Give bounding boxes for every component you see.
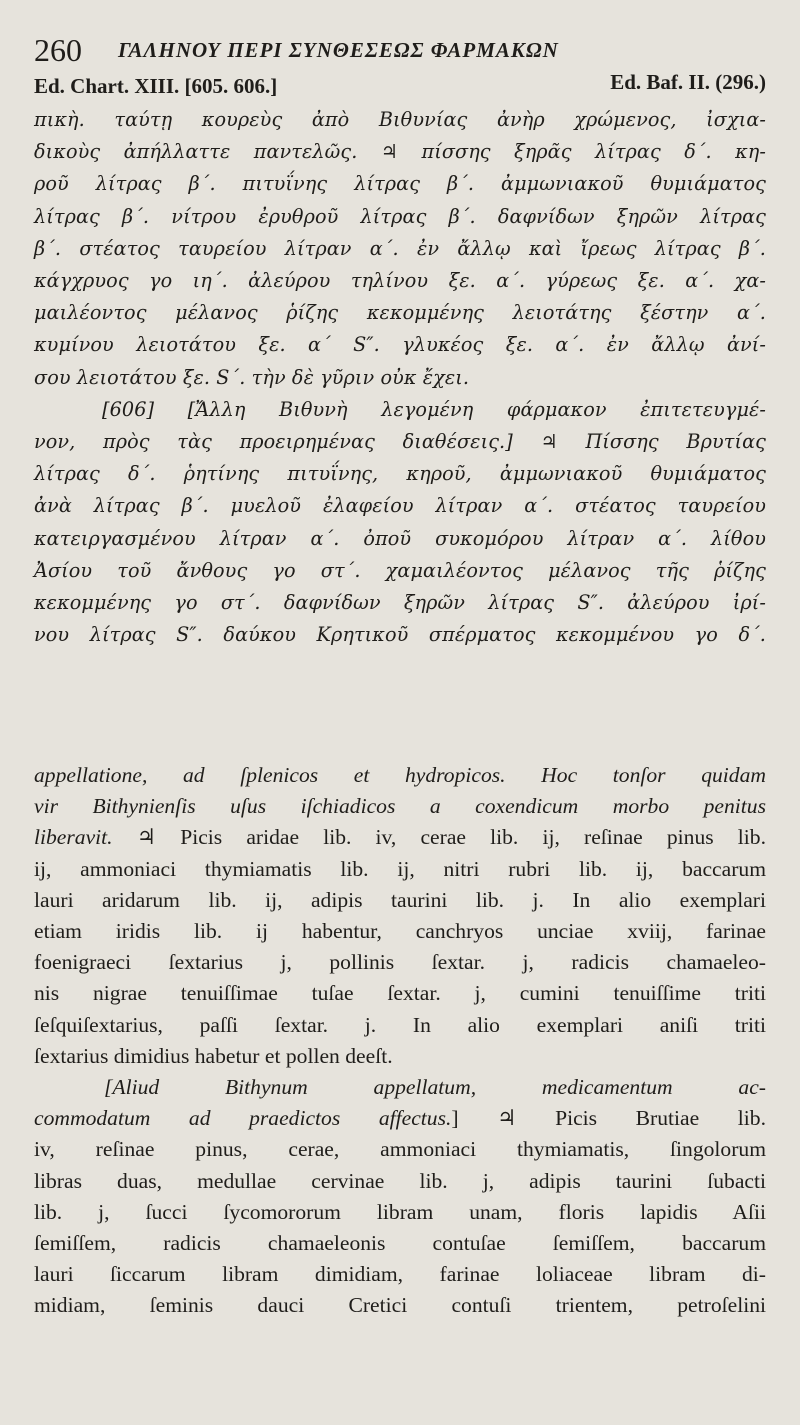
latin-line: ſextarius dimidius habetur et pollen deeſt. (34, 1043, 393, 1068)
latin-line: iv, reſinae pinus, cerae, ammoniaci thymiamatis, ſingolorum (34, 1137, 766, 1162)
latin-line: liberavit. ♃ Picis aridae lib. iv, cerae lib. ij, reſinae pinus lib. (34, 825, 766, 850)
greek-line: Ἀσίου τοῦ ἄνθους γο στ΄. χαμαιλέοντος μέλανος τῆς ῥίζης (34, 558, 766, 582)
latin-line: libras duas, medullae cervinae lib. j, adipis taurini ſubacti (34, 1168, 766, 1193)
running-title: ΓΑΛΗΝΟΥ ΠΕΡΙ ΣΥΝΘΕΣΕΩΣ ΦΑΡΜΑΚΩΝ (118, 38, 559, 62)
greek-line: [606] [Ἄλλη Βιθυνὴ λεγομένη φάρμακον ἐπιτετευγμέ- (102, 397, 766, 421)
greek-line: κατειργασμένου λίτραν α΄. ὀποῦ συκομόρου λίτραν α΄. λίθου (34, 526, 766, 550)
latin-line: vir Bithynienſis uſus iſchiadicos a coxendicum morbo penitus (34, 794, 766, 819)
greek-line: ἀνὰ λίτρας β΄. μυελοῦ ἐλαφείου λίτραν α΄. στέατος ταυρείου (34, 494, 766, 518)
latin-line: nis nigrae tenuiſſimae tuſae ſextar. j, cumini tenuiſſime triti (34, 981, 766, 1006)
latin-line: lauri ſiccarum libram dimidiam, farinae loliaceae libram di- (34, 1262, 766, 1287)
greek-line: κυμίνου λειοτάτου ξε. α΄ S″. γλυκέος ξε. α΄. ἐν ἄλλῳ ἀνί- (34, 333, 766, 357)
latin-line: commodatum ad praedictos affectus.] ♃ Picis Brutiae lib. (34, 1106, 766, 1131)
greek-line: μαιλέοντος μέλανος ῥίζης κεκομμένης λειοτάτης ξέστην α΄. (34, 301, 766, 325)
latin-line: lib. j, ſucci ſycomororum libram unam, floris lapidis Aſii (34, 1199, 766, 1224)
latin-italic-phrase: commodatum ad praedictos affectus. (34, 1106, 452, 1131)
latin-line: midiam, ſeminis dauci Cretici contuſi trientem, petroſelini (34, 1293, 766, 1318)
greek-line: ροῦ λίτρας β΄. πιτυΐνης λίτρας β΄. ἀμμωνιακοῦ θυμιάματος (34, 172, 766, 196)
latin-line: [Aliud Bithynum appellatum, medicamentum ac- (104, 1075, 766, 1100)
greek-line: νον, πρὸς τὰς προειρημένας διαθέσεις.] ♃ Πίσσης Βρυτίας (34, 430, 766, 454)
latin-text (34, 760, 766, 1322)
edition-references (34, 70, 766, 104)
greek-line: κεκομμένης γο στ΄. δαφνίδων ξηρῶν λίτρας S″. ἀλεύρου ἰρί- (34, 591, 766, 615)
greek-line: β΄. στέατος ταυρείου λίτραν α΄. ἐν ἄλλῳ καὶ ἴρεως λίτρας β΄. (34, 236, 766, 260)
latin-line: foenigraeci ſextarius j, pollinis ſextar. j, radicis chamaeleo- (34, 950, 766, 975)
latin-line: lauri aridarum lib. ij, adipis taurini lib. j. In alio exemplari (34, 887, 766, 912)
latin-line: ſemiſſem, radicis chamaeleonis contuſae ſemiſſem, baccarum (34, 1231, 766, 1256)
latin-line: ſeſquiſextarius, paſſi ſextar. j. In alio exemplari aniſi triti (34, 1012, 766, 1037)
edition-chartier: Ed. Chart. XIII. [605. 606.] (34, 74, 278, 98)
greek-line: νου λίτρας S″. δαύκου Κρητικοῦ σπέρματος κεκομμένου γο δ΄. (34, 623, 766, 647)
edition-basel: Ed. Baf. II. (296.) (610, 70, 766, 94)
latin-line: ij, ammoniaci thymiamatis lib. ij, nitri rubri lib. ij, baccarum (34, 856, 766, 881)
greek-line: δικοὺς ἀπήλλαττε παντελῶς. ♃ πίσσης ξηρᾶς λίτρας δ΄. κη- (34, 140, 766, 164)
latin-italic-phrase: liberavit. (34, 825, 113, 850)
greek-line: κάγχρυος γο ιη΄. ἀλεύρου τηλίνου ξε. α΄. γύρεως ξε. α΄. χα- (34, 269, 766, 293)
greek-line: σου λειοτάτου ξε. S΄. τὴν δὲ γῦριν οὐκ ἔχει. (34, 365, 470, 389)
latin-line: etiam iridis lib. ij habentur, canchryos unciae xviij, farinae (34, 919, 766, 944)
page-number: 260 (34, 32, 82, 68)
greek-line: λίτρας β΄. νίτρου ἐρυθροῦ λίτρας β΄. δαφνίδων ξηρῶν λίτρας (34, 204, 766, 228)
greek-line: πικὴ. ταύτῃ κουρεὺς ἀπὸ Βιθυνίας ἀνὴρ χρώμενος, ἰσχια- (34, 108, 766, 131)
running-head (34, 28, 766, 70)
latin-line: appellatione, ad ſplenicos et hydropicos. Hoc tonſor quidam (34, 763, 766, 787)
greek-line: λίτρας δ΄. ῥητίνης πιτυΐνης, κηροῦ, ἀμμωνιακοῦ θυμιάματος (34, 462, 766, 486)
greek-text (34, 104, 766, 651)
